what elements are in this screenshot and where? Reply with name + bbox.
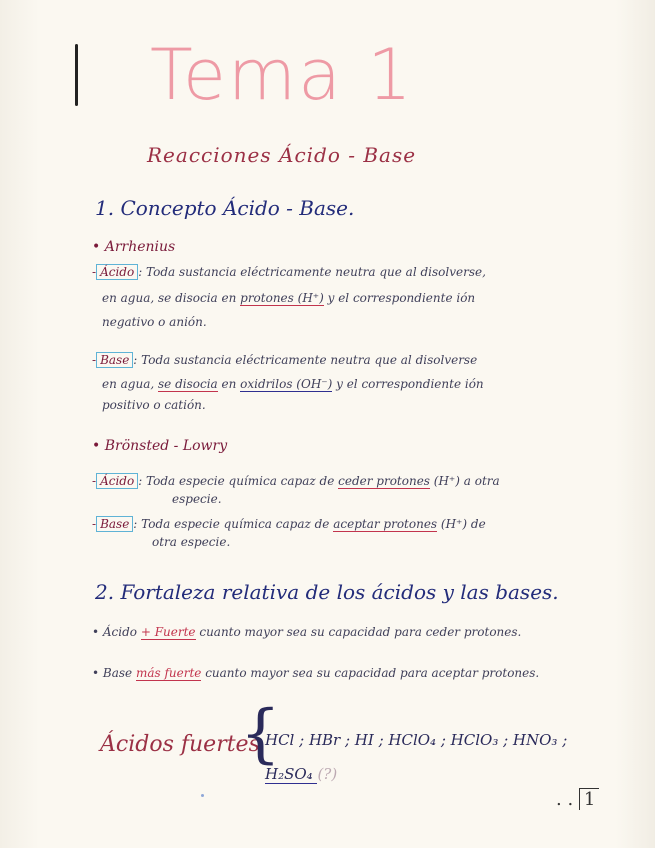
curly-brace: { — [240, 697, 281, 771]
ink-dot — [201, 794, 204, 797]
page-title: Tema 1 — [150, 34, 414, 116]
arrhenius-base-tag: Base — [96, 352, 133, 368]
page-number: . . 1 — [556, 788, 599, 810]
arrhenius-base-line-3: positivo o catión. — [102, 398, 206, 412]
arrhenius-acid-line-1: - Ácido : Toda sustancia eléctricamente neutra que al disolverse, — [92, 265, 486, 279]
bronsted-base-line-1: - Base : Toda especie química capaz de aceptar protones (H⁺) de — [92, 517, 486, 531]
section-1-heading: 1. Concepto Ácido - Base. — [95, 196, 355, 220]
bronsted-acid-line-2: especie. — [172, 492, 222, 506]
arrhenius-acid-line-2: en agua, se disocia en protones (H⁺) y el correspondiente ión — [102, 291, 476, 305]
strong-acids-label: Ácidos fuertes — [100, 732, 260, 757]
bronsted-acid-tag: Ácido — [96, 473, 138, 489]
arrhenius-acid-tag: Ácido — [96, 264, 138, 280]
strong-acids-list-2: H₂SO₄ (?) — [265, 765, 338, 783]
arrhenius-base-line-2: en agua, se disocia en oxidrilos (OH⁻) y el correspondiente ión — [102, 377, 484, 391]
bronsted-base-tag: Base — [96, 516, 133, 532]
bronsted-acid-line-1: - Ácido : Toda especie química capaz de ceder protones (H⁺) a otra — [92, 474, 500, 488]
bronsted-heading: • Brönsted - Lowry — [92, 438, 228, 454]
margin-pen-mark — [75, 44, 78, 106]
page-subtitle: Reacciones Ácido - Base — [147, 143, 417, 167]
arrhenius-base-line-1: - Base : Toda sustancia eléctricamente neutra que al disolverse — [92, 353, 478, 367]
bronsted-base-line-2: otra especie. — [152, 535, 231, 549]
strong-acids-list-1: HCl ; HBr ; HI ; HClO₄ ; HClO₃ ; HNO₃ ; — [265, 731, 568, 749]
arrhenius-acid-line-3: negativo o anión. — [102, 315, 207, 329]
section-2-heading: 2. Fortaleza relativa de los ácidos y las bases. — [95, 580, 559, 604]
arrhenius-heading: • Arrhenius — [92, 239, 176, 255]
strength-acid-line: • Ácido + Fuerte cuanto mayor sea su capacidad para ceder protones. — [92, 625, 522, 639]
strength-base-line: • Base más fuerte cuanto mayor sea su capacidad para aceptar protones. — [92, 666, 540, 680]
